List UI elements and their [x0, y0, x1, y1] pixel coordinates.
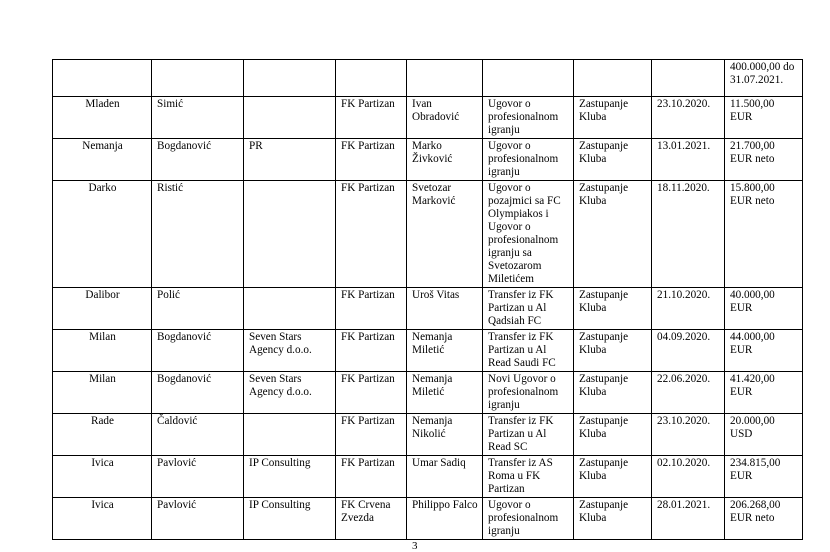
cell-player: Umar Sadiq [407, 456, 483, 498]
page-number: 3 [412, 540, 418, 552]
cell-player: Nemanja Nikolić [407, 414, 483, 456]
cell-agency: PR [244, 139, 336, 181]
cell-agency [244, 60, 336, 97]
cell-agency: Seven Stars Agency d.o.o. [244, 330, 336, 372]
cell-club: FK Partizan [336, 288, 407, 330]
cell-last-name [152, 60, 244, 97]
cell-contract-type: Ugovor o pozajmici sa FC Olympiakos i Ugovor o profesionalnom igranju sa Svetozarom Miletićem [483, 181, 574, 288]
table-row [53, 498, 803, 540]
table-row [53, 288, 803, 330]
cell-player: Marko Živković [407, 139, 483, 181]
cell-date [652, 60, 725, 97]
cell-amount: 21.700,00 EUR neto [725, 139, 803, 181]
cell-agency: IP Consulting [244, 456, 336, 498]
cell-first-name: Milan [53, 330, 152, 372]
cell-player: Philippo Falco [407, 498, 483, 540]
cell-club: FK Crvena Zvezda [336, 498, 407, 540]
cell-service: Zastupanje Kluba [574, 498, 652, 540]
table-row [53, 330, 803, 372]
cell-service: Zastupanje Kluba [574, 414, 652, 456]
table-row [53, 456, 803, 498]
cell-date: 21.10.2020. [652, 288, 725, 330]
cell-amount: 206.268,00 EUR neto [725, 498, 803, 540]
cell-club: FK Partizan [336, 330, 407, 372]
cell-contract-type: Transfer iz AS Roma u FK Partizan [483, 456, 574, 498]
cell-last-name: Pavlović [152, 498, 244, 540]
cell-agency [244, 414, 336, 456]
table-row [53, 414, 803, 456]
cell-agency [244, 181, 336, 288]
cell-player: Svetozar Marković [407, 181, 483, 288]
cell-last-name: Pavlović [152, 456, 244, 498]
cell-player: Uroš Vitas [407, 288, 483, 330]
cell-contract-type: Ugovor o profesionalnom igranju [483, 97, 574, 139]
cell-first-name: Milan [53, 372, 152, 414]
cell-date: 23.10.2020. [652, 414, 725, 456]
cell-club: FK Partizan [336, 97, 407, 139]
cell-player: Ivan Obradović [407, 97, 483, 139]
cell-service: Zastupanje Kluba [574, 330, 652, 372]
cell-first-name: Darko [53, 181, 152, 288]
cell-amount: 20.000,00 USD [725, 414, 803, 456]
cell-date: 22.06.2020. [652, 372, 725, 414]
cell-service: Zastupanje Kluba [574, 181, 652, 288]
agents-table [52, 59, 803, 540]
cell-agency: Seven Stars Agency d.o.o. [244, 372, 336, 414]
cell-amount: 234.815,00 EUR [725, 456, 803, 498]
cell-first-name [53, 60, 152, 97]
cell-first-name: Dalibor [53, 288, 152, 330]
cell-contract-type [483, 60, 574, 97]
cell-service: Zastupanje Kluba [574, 288, 652, 330]
table-row [53, 139, 803, 181]
cell-last-name: Ristić [152, 181, 244, 288]
cell-last-name: Polić [152, 288, 244, 330]
cell-service: Zastupanje Kluba [574, 372, 652, 414]
cell-contract-type: Ugovor o profesionalnom igranju [483, 498, 574, 540]
table-row [53, 372, 803, 414]
cell-amount: 44.000,00 EUR [725, 330, 803, 372]
cell-first-name: Ivica [53, 498, 152, 540]
cell-last-name: Simić [152, 97, 244, 139]
cell-contract-type: Novi Ugovor o profesionalnom igranju [483, 372, 574, 414]
cell-last-name: Čaldović [152, 414, 244, 456]
cell-date: 02.10.2020. [652, 456, 725, 498]
cell-agency [244, 288, 336, 330]
cell-player [407, 60, 483, 97]
cell-contract-type: Transfer iz FK Partizan u Al Read SC [483, 414, 574, 456]
cell-date: 28.01.2021. [652, 498, 725, 540]
cell-club: FK Partizan [336, 181, 407, 288]
cell-amount: 41.420,00 EUR [725, 372, 803, 414]
cell-club: FK Partizan [336, 414, 407, 456]
cell-contract-type: Transfer iz FK Partizan u Al Read Saudi FC [483, 330, 574, 372]
cell-first-name: Ivica [53, 456, 152, 498]
cell-last-name: Bogdanović [152, 139, 244, 181]
cell-first-name: Nemanja [53, 139, 152, 181]
cell-player: Nemanja Miletić [407, 330, 483, 372]
cell-date: 13.01.2021. [652, 139, 725, 181]
cell-club: FK Partizan [336, 372, 407, 414]
cell-club: FK Partizan [336, 139, 407, 181]
cell-amount: 400.000,00 do 31.07.2021. [725, 60, 803, 97]
cell-date: 18.11.2020. [652, 181, 725, 288]
cell-first-name: Rade [53, 414, 152, 456]
cell-first-name: Mladen [53, 97, 152, 139]
cell-player: Nemanja Miletić [407, 372, 483, 414]
cell-club [336, 60, 407, 97]
cell-agency: IP Consulting [244, 498, 336, 540]
table-row [53, 97, 803, 139]
cell-amount: 40.000,00 EUR [725, 288, 803, 330]
cell-contract-type: Transfer iz FK Partizan u Al Qadsiah FC [483, 288, 574, 330]
cell-last-name: Bogdanović [152, 330, 244, 372]
table-row [53, 60, 803, 97]
cell-amount: 11.500,00 EUR [725, 97, 803, 139]
table-row [53, 181, 803, 288]
cell-agency [244, 97, 336, 139]
cell-service: Zastupanje Kluba [574, 456, 652, 498]
cell-club: FK Partizan [336, 456, 407, 498]
cell-amount: 15.800,00 EUR neto [725, 181, 803, 288]
cell-service: Zastupanje Kluba [574, 97, 652, 139]
cell-service [574, 60, 652, 97]
cell-contract-type: Ugovor o profesionalnom igranju [483, 139, 574, 181]
cell-last-name: Bogdanović [152, 372, 244, 414]
cell-date: 04.09.2020. [652, 330, 725, 372]
cell-service: Zastupanje Kluba [574, 139, 652, 181]
cell-date: 23.10.2020. [652, 97, 725, 139]
